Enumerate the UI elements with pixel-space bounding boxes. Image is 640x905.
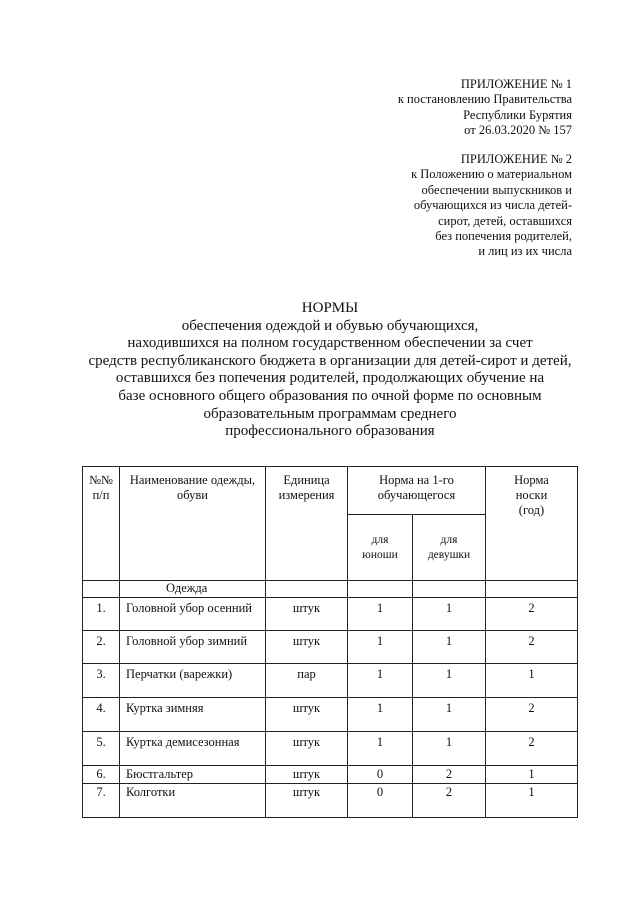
row-girls: 2 [413, 766, 486, 784]
row-wear: 2 [486, 698, 578, 732]
section-cell [266, 581, 348, 598]
row-num: 3. [83, 664, 120, 698]
table-row [83, 631, 578, 664]
section-cell [83, 581, 120, 598]
title-line: профессионального образования [225, 423, 435, 440]
annex-1-block [398, 77, 572, 139]
row-wear: 2 [486, 598, 578, 631]
annex-2-line: без попечения родителей, [435, 229, 572, 244]
title-line: находившихся на полном государственном обеспечении за счет [127, 335, 533, 352]
header-wear: Норма носки (год) [486, 467, 578, 581]
title-line: базе основного общего образования по очной форме по основным [118, 387, 542, 404]
annex-2-line: сирот, детей, оставшихся [438, 213, 572, 228]
title-line: оставшихся без попечения родителей, продолжающих обучение на [115, 370, 545, 387]
row-boys: 0 [348, 784, 413, 818]
section-cell [413, 581, 486, 598]
row-name: Куртка зимняя [120, 698, 266, 732]
title-heading: НОРМЫ [301, 300, 359, 316]
row-name: Головной убор осенний [120, 598, 266, 631]
row-name: Перчатки (варежки) [120, 664, 266, 698]
section-cell [486, 581, 578, 598]
table-row [83, 766, 578, 784]
annex-2-line: и лиц из их числа [478, 244, 572, 259]
row-unit: пар [266, 664, 348, 698]
row-wear: 2 [486, 732, 578, 766]
document-title [70, 300, 590, 441]
row-girls: 1 [413, 664, 486, 698]
section-cell [348, 581, 413, 598]
row-name: Головной убор зимний [120, 631, 266, 664]
header-name: Наименование одежды, обуви [120, 467, 266, 581]
table-row [83, 784, 578, 818]
row-wear: 2 [486, 631, 578, 664]
table-row [83, 698, 578, 732]
title-line: образовательным программам среднего [203, 405, 457, 422]
table-row [83, 664, 578, 698]
section-label: Одежда [120, 581, 266, 598]
row-boys: 1 [348, 732, 413, 766]
annex-1-line: Республики Бурятия [463, 107, 572, 122]
row-wear: 1 [486, 784, 578, 818]
row-girls: 1 [413, 631, 486, 664]
row-num: 2. [83, 631, 120, 664]
row-num: 4. [83, 698, 120, 732]
annex-1-line: к постановлению Правительства [397, 92, 572, 107]
annex-1-line: ПРИЛОЖЕНИЕ № 1 [460, 77, 572, 91]
row-unit: штук [266, 732, 348, 766]
row-num: 1. [83, 598, 120, 631]
row-unit: штук [266, 766, 348, 784]
row-unit: штук [266, 631, 348, 664]
row-girls: 1 [413, 732, 486, 766]
annex-2-line: к Положению о материальном [411, 167, 572, 182]
row-name: Бюстгальтер [120, 766, 266, 784]
annex-2-line: обеспечении выпускников и [421, 182, 572, 197]
row-name: Куртка демисезонная [120, 732, 266, 766]
row-num: 5. [83, 732, 120, 766]
header-boys: для юноши [348, 515, 413, 581]
title-line: обеспечения одеждой и обувью обучающихся, [181, 317, 479, 334]
row-wear: 1 [486, 664, 578, 698]
row-name: Колготки [120, 784, 266, 818]
row-unit: штук [266, 598, 348, 631]
header-unit: Единица измерения [266, 467, 348, 581]
row-boys: 1 [348, 698, 413, 732]
norms-table [82, 466, 578, 818]
annex-2-line: обучающихся из числа детей- [413, 198, 572, 213]
row-girls: 2 [413, 784, 486, 818]
row-unit: штук [266, 698, 348, 732]
header-girls: для девушки [413, 515, 486, 581]
annex-2-line: ПРИЛОЖЕНИЕ № 2 [460, 152, 572, 166]
row-girls: 1 [413, 598, 486, 631]
row-unit: штук [266, 784, 348, 818]
row-num: 7. [83, 784, 120, 818]
row-girls: 1 [413, 698, 486, 732]
annex-1-line: от 26.03.2020 № 157 [464, 123, 572, 138]
table-row [83, 598, 578, 631]
annex-2-block [411, 152, 572, 260]
row-boys: 1 [348, 598, 413, 631]
row-boys: 1 [348, 631, 413, 664]
table-row [83, 732, 578, 766]
row-num: 6. [83, 766, 120, 784]
header-norm: Норма на 1-го обучающегося [348, 467, 486, 515]
header-num: №№ п/п [83, 467, 120, 581]
title-line: средств республиканского бюджета в организации для детей-сирот и детей, [88, 352, 572, 369]
row-wear: 1 [486, 766, 578, 784]
row-boys: 0 [348, 766, 413, 784]
row-boys: 1 [348, 664, 413, 698]
